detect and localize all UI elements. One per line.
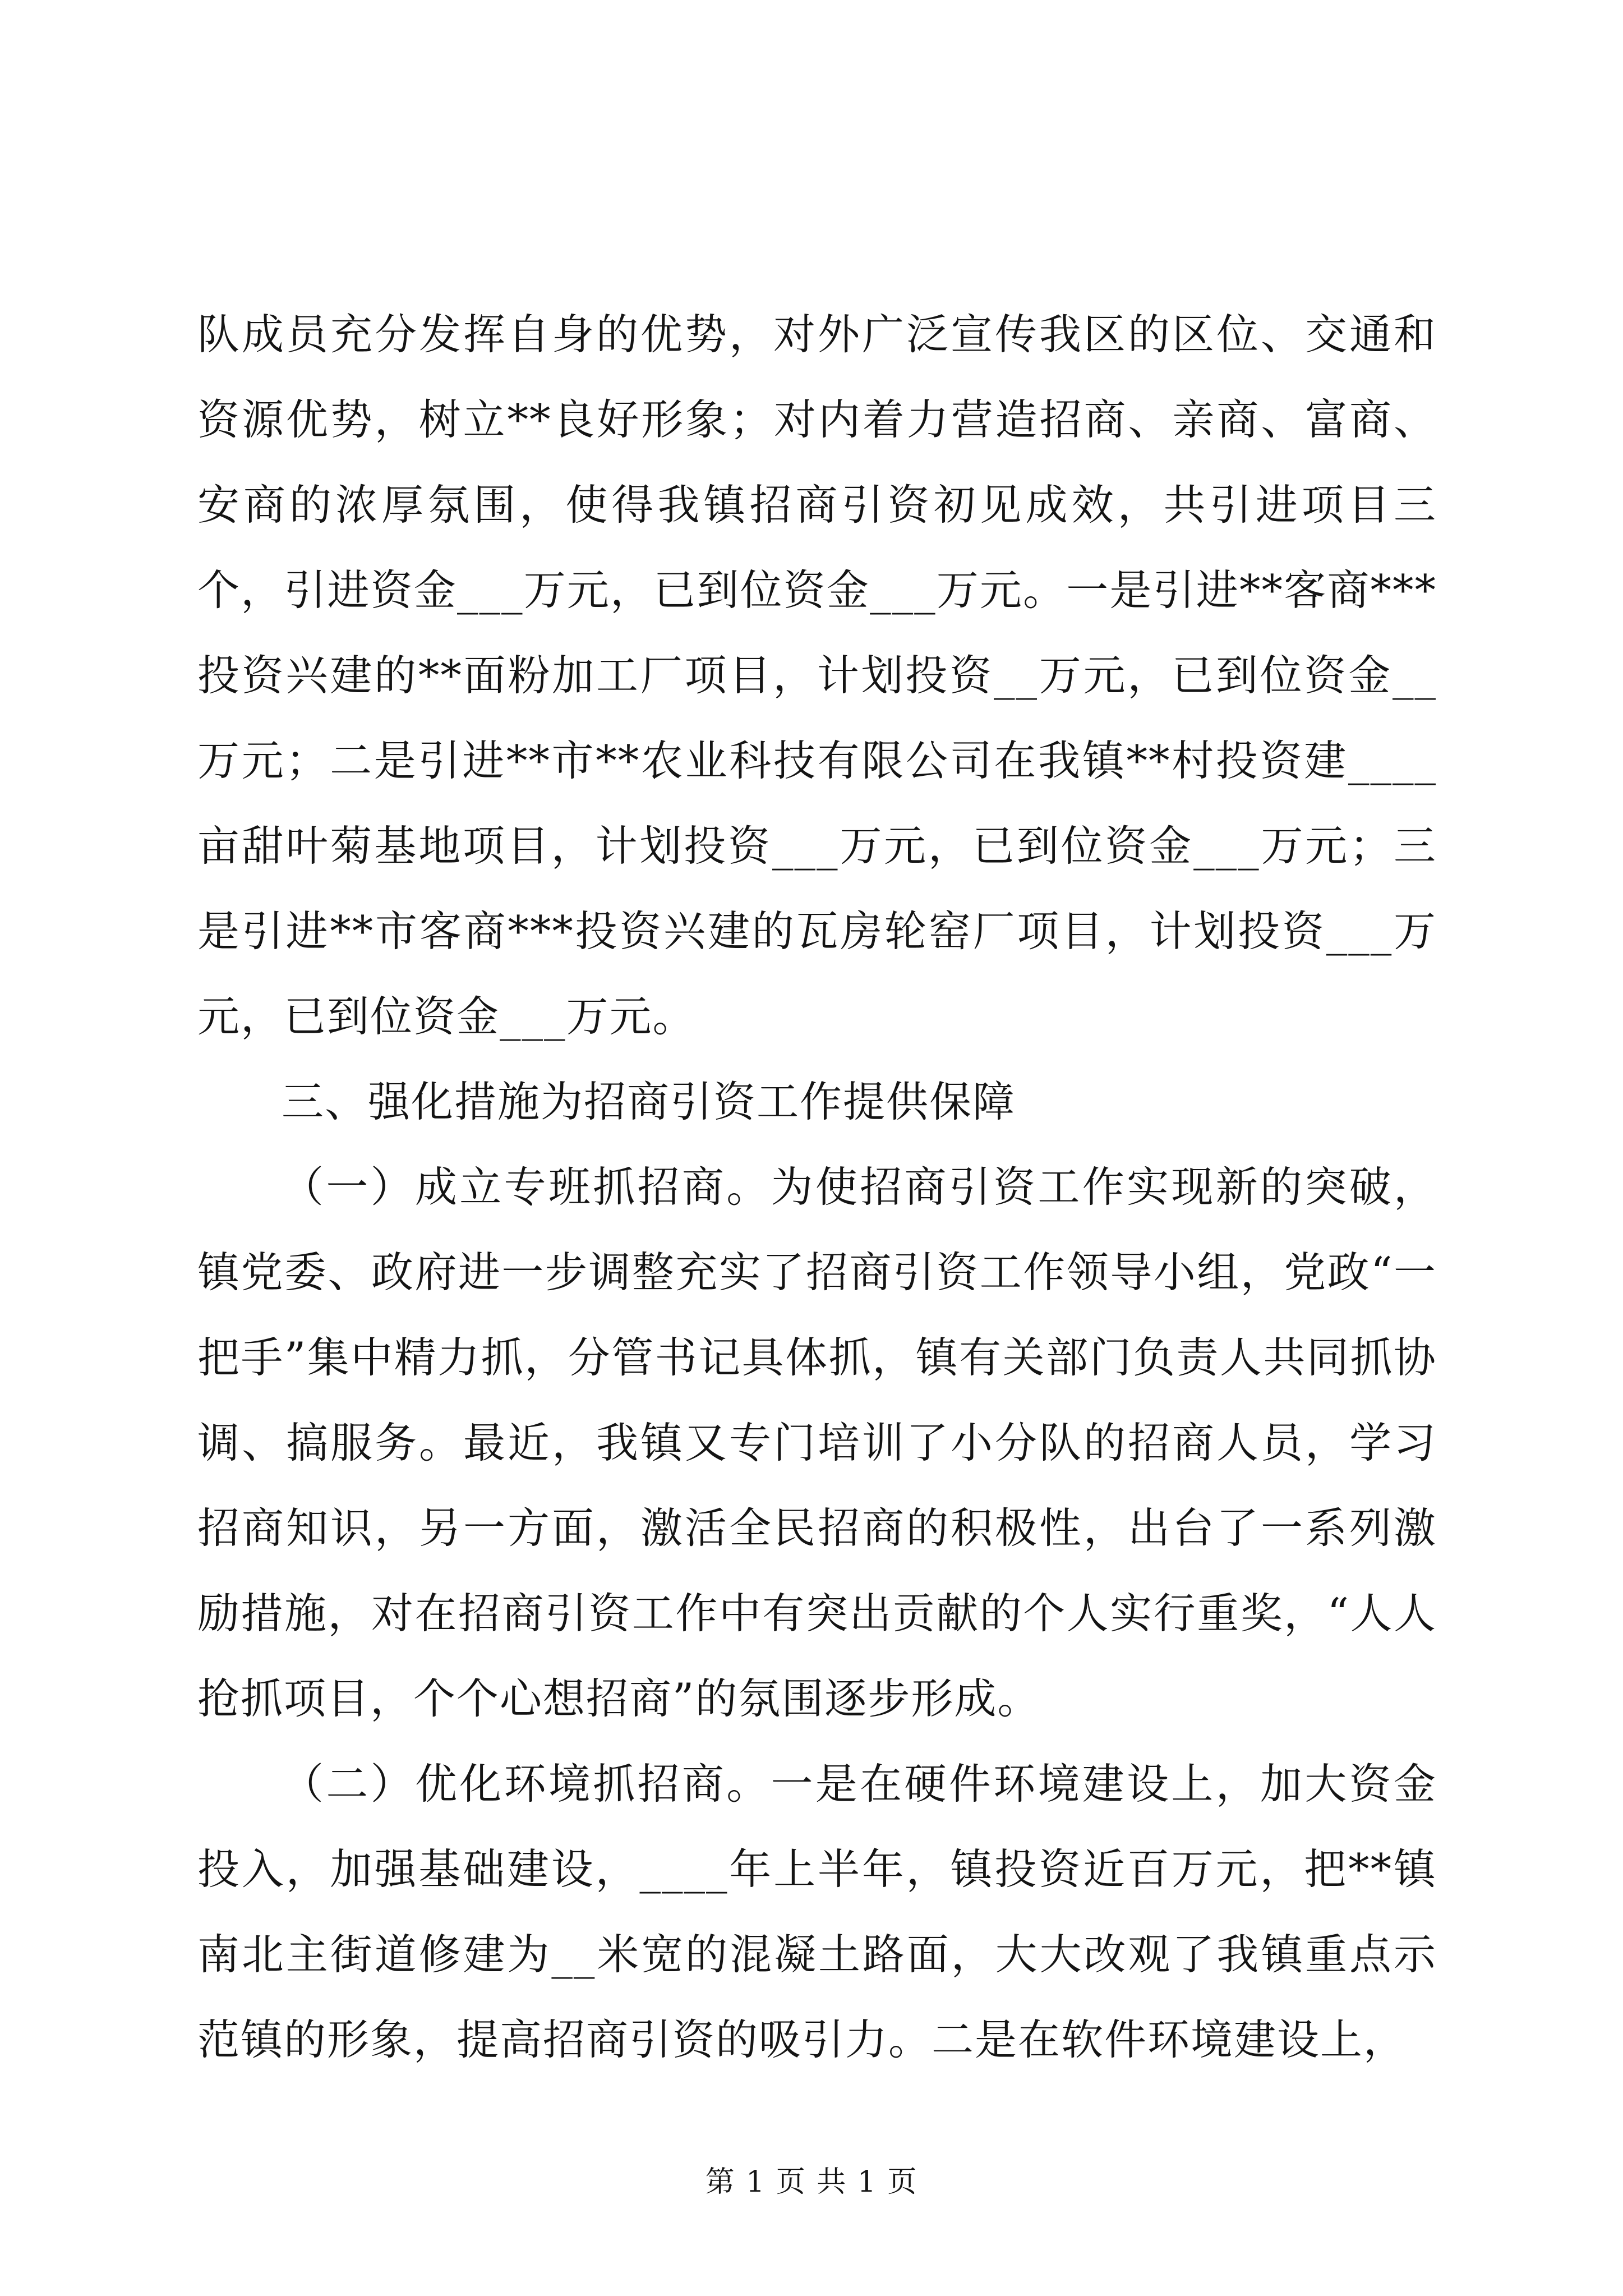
paragraph-subsection-1: （一）成立专班抓招商。为使招商引资工作实现新的突破，镇党委、政府进一步调整充实了招商引资工作领导小组，党政“一把手”集中精力抓，分管书记具体抓，镇有关部门负责人共同抓协调、搞服务。最近，我镇又专门培训了小分队的招商人员，学习招商知识，另一方面，激活全民招商的积极性，出台了一系列激励措施，对在招商引资工作中有突出贡献的个人实行重奖，“人人抢抓项目，个个心想招商”的氛围逐步形成。: [197, 1162, 1437, 1723]
document-body: [197, 292, 1437, 2082]
page-number-footer: 第 1 页 共 1 页: [705, 2165, 918, 2199]
paragraph-continuation: 队成员充分发挥自身的优势，对外广泛宣传我区的区位、交通和资源优势，树立**良好形象；对内着力营造招商、亲商、富商、安商的浓厚氛围，使得我镇招商引资初见成效，共引进项目三个，引进资金___万元，已到位资金___万元。一是引进**客商***投资兴建的**面粉加工厂项目，计划投资__万元，已到位资金__万元；二是引进**市**农业科技有限公司在我镇**村投资建____亩甜叶菊基地项目，计划投资___万元，已到位资金___万元；三是引进**市客商***投资兴建的瓦房轮窑厂项目，计划投资___万元，已到位资金___万元。: [197, 310, 1437, 1041]
paragraph-subsection-2: （二）优化环境抓招商。一是在硬件环境建设上，加大资金投入，加强基础建设，____年上半年，镇投资近百万元，把**镇南北主街道修建为__米宽的混凝土路面，大大改观了我镇重点示范镇的形象，提高招商引资的吸引力。二是在软件环境建设上，: [197, 1759, 1437, 2064]
section-heading: 三、强化措施为招商引资工作提供保障: [282, 1077, 1016, 1126]
